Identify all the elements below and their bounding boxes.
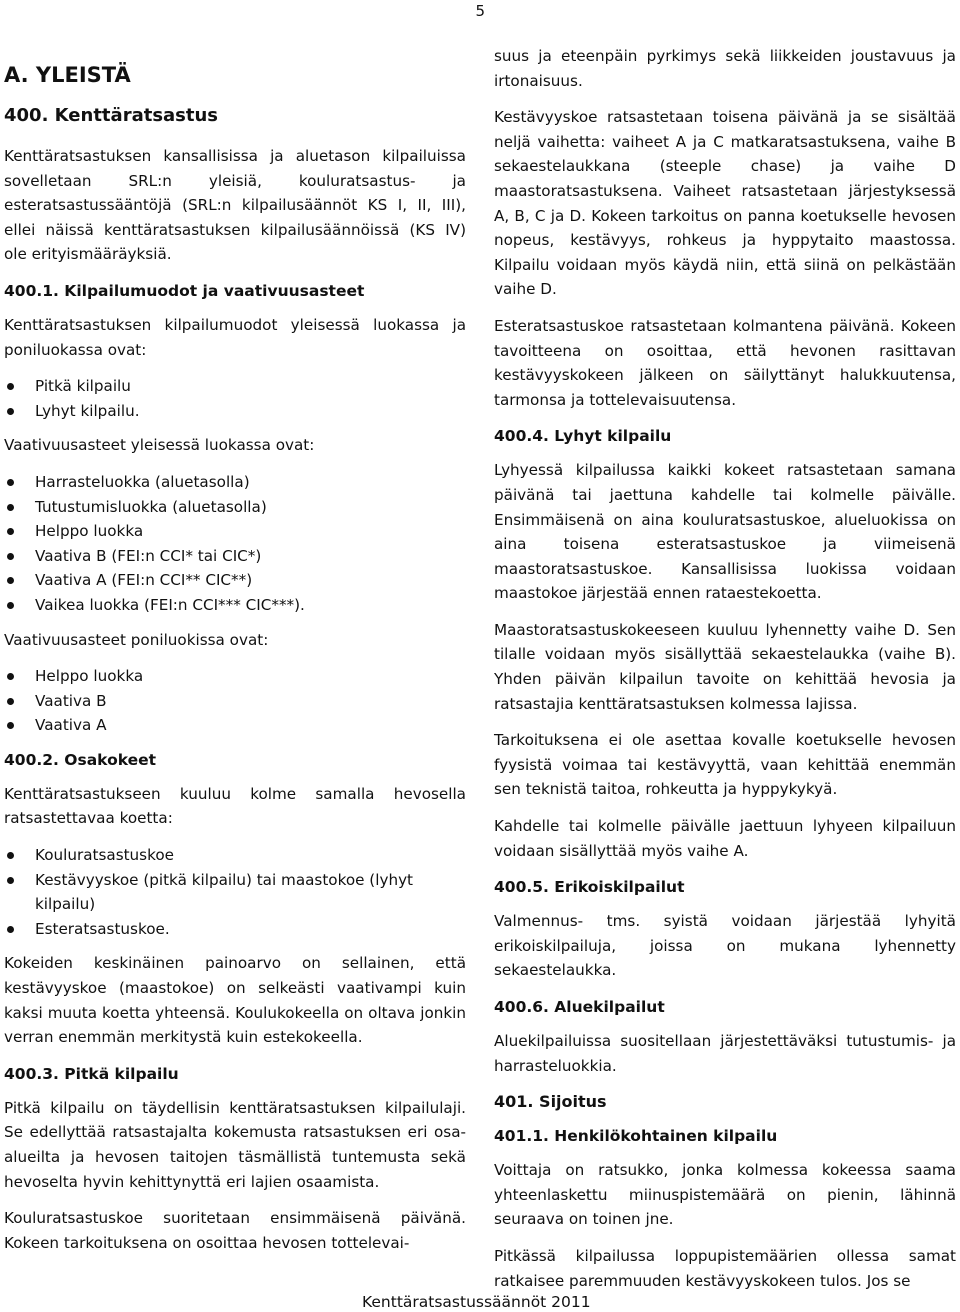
paragraph-winner: Voittaja on ratsukko, jonka kolmessa kokeessa saama yhteenlaskettu miinuspistemäärä on pienin, lähinnä seuraava on toinen jne. bbox=[494, 1161, 956, 1229]
list-item: Vaativa B (FEI:n CCI* tai CIC*) bbox=[4, 544, 466, 569]
list-item: Vaikea luokka (FEI:n CCI*** CIC***). bbox=[4, 593, 466, 618]
heading-401: 401. Sijoitus bbox=[494, 1092, 607, 1112]
paragraph-pony-levels: Vaativuusasteet poniluokissa ovat: bbox=[4, 630, 269, 649]
paragraph-short-4: Kahdelle tai kolmelle päivälle jaettuun lyhyeen kilpailuun voidaan sisällyttää myös vaihe A. bbox=[494, 817, 956, 860]
heading-400-6: 400.6. Aluekilpailut bbox=[494, 998, 665, 1016]
paragraph-special: Valmennus- tms. syistä voidaan järjestää lyhyitä erikoiskilpailuja, joissa on mukana lyhennetty sekaestelaukka. bbox=[494, 912, 956, 980]
list-item: Kouluratsastuskoe bbox=[4, 843, 466, 868]
paragraph-intro: Kenttäratsastuksen kansallisissa ja aluetason kilpailuissa sovelletaan SRL:n yleisiä, kouluratsastus- ja esteratsastussääntöjä (SRL:n kilpailusäännöt KS I, II, III), ellei näissä kenttäratsastuksen kilpailusäännöissä (KS IV) ole erityismääräyksiä. bbox=[4, 147, 466, 264]
paragraph-continued: suus ja eteenpäin pyrkimys sekä liikkeiden joustavuus ja irtonaisuus. bbox=[494, 47, 956, 90]
paragraph-endurance: Kestävyyskoe ratsastetaan toisena päivänä ja se sisältää neljä vaihetta: vaiheet A ja C matkaratsastuksena, vaihe B sekaestelaukkana (steeple chase) ja vaihe D maastoratsastuksena. Vaiheet ratsastetaan järjestyksessä A, B, C ja D. Kokeen tarkoitus on panna koetukselle hevosen nopeus, kestävyys, rohkeus ja hyppytaito maastossa. Kilpailu voidaan myös käydä niin, että siinä on pelkästään vaihe D. bbox=[494, 108, 956, 299]
heading-400-3: 400.3. Pitkä kilpailu bbox=[4, 1064, 179, 1083]
levels-list bbox=[4, 470, 466, 618]
list-item: Helppo luokka bbox=[4, 519, 466, 544]
page-footer: Kenttäratsastussäännöt 2011 bbox=[362, 1293, 591, 1311]
heading-400-4: 400.4. Lyhyt kilpailu bbox=[494, 427, 672, 446]
paragraph-regional: Aluekilpailuissa suositellaan järjestettäväksi tutustumis- ja harrasteluokkia. bbox=[494, 1032, 956, 1075]
list-item: Esteratsastuskoe. bbox=[4, 917, 466, 942]
heading-400-2: 400.2. Osakokeet bbox=[4, 750, 157, 769]
paragraph-short-2: Maastoratsastuskokeeseen kuuluu lyhennetty vaihe D. Sen tilalle voidaan myös sisällyttää sekaestelaukka (vaihe B). Yhden päivän kilpailun tavoite on kehittää hevosia ja ratsastajia kenttäratsastuksen kolmessa lajissa. bbox=[494, 620, 956, 713]
list-item: Vaativa B bbox=[4, 689, 466, 714]
paragraph-short-3: Tarkoituksena ei ole asettaa kovalle koetukselle hevosen fyysistä voimaa tai kestävyyttä, vaan kehittää enemmän sen teknistä taitoa, rohkeutta ja hyppykykyä. bbox=[494, 731, 956, 799]
list-item: Tutustumisluokka (aluetasolla) bbox=[4, 495, 466, 520]
left-column bbox=[4, 44, 466, 1267]
paragraph-forms: Kenttäratsastuksen kilpailumuodot yleisessä luokassa ja poniluokassa ovat: bbox=[4, 315, 466, 359]
paragraph-weight: Kokeiden keskinäinen painoarvo on sellainen, että kestävyyskoe (maastokoe) on selkeästi vaativampi kuin kaksi muuta koetta yhteensä. Koulukokeella on oltava jonkin verran enemmän merkitystä kuin estekokeella. bbox=[4, 954, 466, 1047]
heading-400-1: 400.1. Kilpailumuodot ja vaativuusasteet bbox=[4, 281, 365, 300]
list-item: Kestävyyskoe (pitkä kilpailu) tai maastokoe (lyhyt kilpailu) bbox=[4, 868, 466, 917]
right-column bbox=[494, 44, 956, 1305]
paragraph-tests: Kenttäratsastukseen kuuluu kolme samalla hevosella ratsastettavaa koetta: bbox=[4, 784, 466, 828]
paragraph-short-1: Lyhyessä kilpailussa kaikki kokeet ratsastetaan samana päivänä tai jaettuna kahdelle tai kolmelle päivälle. Ensimmäisenä on aina kouluratsastuskoe, alueluokissa on aina toisena esteratsastuskoe ja viimeisenä maastoratsastuskoe. Kansallisissa luokissa voidaan maastokoe järjestää ennen rataestekoetta. bbox=[494, 461, 956, 603]
tests-list bbox=[4, 843, 466, 941]
heading-400: 400. Kenttäratsastus bbox=[4, 105, 219, 126]
heading-401-1: 401.1. Henkilökohtainen kilpailu bbox=[494, 1127, 778, 1146]
paragraph-dressage: Kouluratsastuskoe suoritetaan ensimmäisenä päivänä. Kokeen tarkoituksena on osoittaa hevosen tottelevai- bbox=[4, 1209, 466, 1252]
pony-levels-list bbox=[4, 664, 466, 738]
paragraph-long: Pitkä kilpailu on täydellisin kenttäratsastuksen kilpailulaji. Se edellyttää ratsastajalta kokemusta ratsastuksen eri osa-alueilta ja hevosen taitojen täsmällistä tuntemusta sekä hevoselta hyvin kehittynyttä eri lajien osaamista. bbox=[4, 1098, 466, 1191]
list-item: Vaativa A (FEI:n CCI** CIC**) bbox=[4, 568, 466, 593]
list-item: Pitkä kilpailu bbox=[4, 374, 466, 399]
forms-list bbox=[4, 374, 466, 423]
list-item: Lyhyt kilpailu. bbox=[4, 399, 466, 424]
list-item: Harrasteluokka (aluetasolla) bbox=[4, 470, 466, 495]
heading-400-5: 400.5. Erikoiskilpailut bbox=[494, 878, 685, 897]
paragraph-levels: Vaativuusasteet yleisessä luokassa ovat: bbox=[4, 436, 315, 455]
section-title: A. YLEISTÄ bbox=[4, 63, 131, 87]
paragraph-tie: Pitkässä kilpailussa loppupistemäärien ollessa samat ratkaisee paremmuuden kestävyyskokeen tulos. Jos se bbox=[494, 1246, 956, 1290]
list-item: Helppo luokka bbox=[4, 664, 466, 689]
list-item: Vaativa A bbox=[4, 713, 466, 738]
paragraph-jumping: Esteratsastuskoe ratsastetaan kolmantena päivänä. Kokeen tavoitteena on osoittaa, että hevonen rasittavan kestävyyskokeen jälkeen on säilyttänyt halukkuutensa, tarmonsa ja tottelevaisuutensa. bbox=[494, 316, 956, 409]
page-number: 5 bbox=[475, 2, 485, 20]
